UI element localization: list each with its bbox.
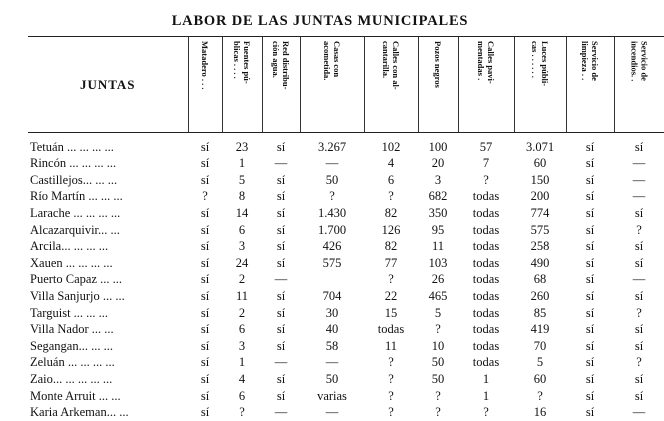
table-row (28, 288, 664, 305)
table-cell: 4 (238, 372, 246, 387)
table-cell: 575 (322, 255, 342, 270)
table-cell: sí (200, 388, 210, 403)
table-cell: 11 (235, 289, 249, 304)
column-header-line: Calles pavi- (486, 41, 496, 84)
junta-name: Arcila... ... ... ... (30, 239, 109, 254)
table-cell: todas (472, 322, 500, 337)
table-cell: sí (200, 322, 210, 337)
table-row (28, 238, 664, 255)
column-header-line: Red distribu- (281, 41, 291, 90)
table-cell: 50 (325, 172, 339, 187)
column-header (458, 37, 514, 133)
table-cell: sí (585, 272, 595, 287)
column-header-line: cantarilla. (381, 41, 391, 79)
junta-name: Segangan... ... ... (30, 338, 113, 353)
table-cell: 100 (428, 140, 448, 154)
table-cell: sí (585, 206, 595, 221)
table-cell: 5 (434, 305, 442, 320)
table-cell: — (274, 156, 288, 171)
table-cell: ? (388, 189, 394, 204)
table-cell: 24 (235, 255, 249, 270)
junta-name: Larache ... ... ... ... (30, 206, 121, 221)
table-cell: 16 (533, 405, 547, 420)
juntas-table (28, 36, 664, 421)
table-cell: 5 (238, 172, 246, 187)
table-cell: 350 (428, 206, 448, 221)
table-cell: sí (585, 172, 595, 187)
table-cell: 1 (482, 388, 490, 403)
table-cell: ? (388, 272, 394, 287)
table-cell: 6 (387, 172, 395, 187)
junta-name: Tetuán ... ... ... ... (30, 140, 114, 154)
table-cell: todas (377, 322, 405, 337)
table-cell: 82 (384, 239, 398, 254)
table-cell: ? (239, 405, 245, 420)
table-cell: todas (472, 355, 500, 370)
table-cell: sí (634, 322, 644, 337)
table-cell: todas (472, 189, 500, 204)
table-cell: sí (634, 388, 644, 403)
table-cell: sí (276, 222, 286, 237)
table-cell: sí (276, 189, 286, 204)
table-cell: sí (200, 355, 210, 370)
column-header (364, 37, 418, 133)
table-cell: 150 (530, 172, 550, 187)
table-cell: 3 (238, 338, 246, 353)
table-cell: 85 (533, 305, 547, 320)
junta-name: Zeluán ... ... ... ... (30, 355, 115, 370)
table-cell: sí (276, 255, 286, 270)
table-cell: 1 (238, 156, 246, 171)
table-cell: — (325, 156, 339, 171)
column-header-line: blicas . . . . (232, 41, 242, 79)
table-cell: 6 (238, 222, 246, 237)
table-cell: 2 (238, 272, 246, 287)
column-header-line: Servicio de (639, 41, 650, 81)
table-cell: sí (634, 289, 644, 304)
table-cell: sí (585, 405, 595, 420)
column-header-line: ción agua. (271, 41, 281, 78)
table-cell: 126 (381, 222, 401, 237)
table-cell: 260 (530, 289, 550, 304)
table-cell: 7 (482, 156, 490, 171)
table-cell: sí (585, 140, 595, 154)
table-cell: 6 (238, 322, 246, 337)
table-cell: 23 (235, 140, 249, 154)
table-cell: — (325, 355, 339, 370)
table-cell: 1 (482, 372, 490, 387)
table-cell: ? (329, 189, 335, 204)
table-cell: sí (276, 140, 286, 154)
table-cell: todas (472, 206, 500, 221)
junta-name: Puerto Capaz ... ... (30, 272, 122, 287)
table-row (28, 338, 664, 355)
table-cell: 60 (533, 372, 547, 387)
table-cell: sí (200, 140, 210, 154)
table-cell: sí (585, 222, 595, 237)
table-cell: 200 (530, 189, 550, 204)
table-cell: 57 (479, 140, 493, 154)
table-cell: 575 (530, 222, 550, 237)
table-cell: 103 (428, 255, 448, 270)
column-header-line: cas . . . . . . (530, 41, 540, 78)
table-cell: 704 (322, 289, 342, 304)
table-cell: 6 (238, 388, 246, 403)
table-cell: 40 (325, 322, 339, 337)
table-row (28, 371, 664, 388)
table-cell: 14 (235, 206, 249, 221)
table-cell: 11 (431, 239, 445, 254)
table-cell: 26 (431, 272, 445, 287)
column-header (188, 37, 222, 133)
table-cell: ? (388, 405, 394, 420)
column-header-line: Matadero . . . (200, 41, 210, 90)
table-cell: ? (636, 355, 642, 370)
junta-name: Zaio... ... ... ... ... (30, 372, 113, 387)
table-cell: 682 (428, 189, 448, 204)
table-cell: — (274, 405, 288, 420)
table-cell: 426 (322, 239, 342, 254)
table-cell: todas (472, 338, 500, 353)
table-cell: 5 (536, 355, 544, 370)
column-header-line: Servicio de (590, 41, 600, 81)
table-row (28, 155, 664, 172)
table-cell: 68 (533, 272, 547, 287)
junta-name: Castillejos... ... ... (30, 172, 118, 187)
table-cell: sí (634, 255, 644, 270)
table-cell: todas (472, 305, 500, 320)
table-cell: sí (585, 388, 595, 403)
table-cell: 11 (384, 338, 398, 353)
table-row (28, 188, 664, 205)
table-cell: — (325, 405, 339, 420)
table-cell: 15 (384, 305, 398, 320)
juntas-header: JUNTAS (28, 37, 188, 133)
table-row (28, 133, 664, 156)
table-cell: sí (585, 239, 595, 254)
table-row (28, 354, 664, 371)
table-cell: ? (388, 372, 394, 387)
table-cell: ? (636, 222, 642, 237)
table-cell: sí (276, 322, 286, 337)
table-cell: ? (435, 388, 441, 403)
column-header (418, 37, 458, 133)
table-cell: todas (472, 272, 500, 287)
table-cell: sí (585, 156, 595, 171)
table-cell: sí (276, 172, 286, 187)
table-cell: sí (276, 338, 286, 353)
table-row (28, 255, 664, 272)
table-cell: sí (200, 372, 210, 387)
table-cell: — (632, 156, 646, 171)
table-row (28, 404, 664, 421)
junta-name: Villa Sanjurjo ... ... (30, 289, 125, 304)
table-row (28, 172, 664, 189)
table-cell: ? (388, 355, 394, 370)
column-header (300, 37, 364, 133)
table-cell: 3.267 (317, 140, 347, 154)
table-cell: 50 (431, 372, 445, 387)
junta-name: Monte Arruit ... ... (30, 388, 121, 403)
table-cell: 2 (238, 305, 246, 320)
table-cell: sí (585, 355, 595, 370)
table-cell: 20 (431, 156, 445, 171)
table-cell: 1 (238, 355, 246, 370)
table-row (28, 321, 664, 338)
table-cell: 4 (387, 156, 395, 171)
table-cell: 465 (428, 289, 448, 304)
column-header-line: Pozos negros (433, 41, 443, 88)
table-cell: 95 (431, 222, 445, 237)
table-cell: — (632, 172, 646, 187)
table-cell: sí (634, 338, 644, 353)
table-row (28, 387, 664, 404)
table-cell: sí (276, 289, 286, 304)
column-header-line: mentadas . (476, 41, 486, 81)
table-cell: 490 (530, 255, 550, 270)
table-cell: ? (435, 405, 441, 420)
table-cell: 70 (533, 338, 547, 353)
table-cell: 58 (325, 338, 339, 353)
table-cell: sí (585, 338, 595, 353)
table-cell: sí (276, 372, 286, 387)
table-cell: 77 (384, 255, 398, 270)
table-cell: sí (585, 372, 595, 387)
table-cell: 258 (530, 239, 550, 254)
table-body (28, 133, 664, 421)
table-row (28, 221, 664, 238)
table-cell: sí (200, 305, 210, 320)
table-cell (300, 271, 364, 288)
table-cell: — (632, 405, 646, 420)
table-cell: 3 (238, 239, 246, 254)
table-cell: sí (200, 289, 210, 304)
column-header-line: acometida. (322, 41, 332, 81)
table-cell: ? (388, 388, 394, 403)
table-cell: sí (200, 405, 210, 420)
table-cell: todas (472, 239, 500, 254)
table-cell: sí (634, 372, 644, 387)
table-cell: sí (585, 255, 595, 270)
table-cell: sí (634, 140, 644, 154)
table-cell: 774 (530, 206, 550, 221)
table-cell: sí (585, 322, 595, 337)
table-cell: sí (200, 255, 210, 270)
table-cell: todas (472, 222, 500, 237)
table-cell: 10 (431, 338, 445, 353)
junta-name: Targuist ... ... ... (30, 305, 109, 320)
table-cell: 8 (238, 189, 246, 204)
table-cell: — (632, 272, 646, 287)
column-header-line: limpieza . . (580, 41, 590, 81)
table-cell: todas (472, 289, 500, 304)
table-cell: sí (200, 222, 210, 237)
column-header-line: incendios. . (629, 41, 640, 82)
table-cell: 50 (431, 355, 445, 370)
table-cell: sí (585, 289, 595, 304)
table-cell: ? (435, 322, 441, 337)
column-header (566, 37, 614, 133)
table-cell: ? (483, 172, 489, 187)
column-header-line: Luces públi- (540, 41, 550, 87)
table-cell: sí (585, 189, 595, 204)
column-header (514, 37, 566, 133)
table-cell: 3 (434, 172, 442, 187)
table-cell: ? (537, 388, 543, 403)
table-cell: todas (472, 255, 500, 270)
junta-name: Rincón ... ... ... ... (30, 156, 117, 171)
table-row (28, 205, 664, 222)
page-title: LABOR DE LAS JUNTAS MUNICIPALES (171, 13, 469, 29)
table-cell: 102 (381, 140, 401, 154)
column-header (222, 37, 262, 133)
table-cell: sí (200, 172, 210, 187)
table-cell: sí (200, 156, 210, 171)
table-cell: 3.071 (525, 140, 555, 154)
table-cell: 30 (325, 305, 339, 320)
table-cell: sí (276, 206, 286, 221)
column-header-line: Fuentes pú- (242, 41, 252, 84)
table-cell: ? (202, 189, 208, 204)
table-cell: sí (276, 239, 286, 254)
table-cell: 50 (325, 372, 339, 387)
table-cell: — (274, 272, 288, 287)
table-cell: — (632, 189, 646, 204)
table-cell: sí (585, 305, 595, 320)
table-cell: 82 (384, 206, 398, 221)
table-cell: 60 (533, 156, 547, 171)
table-cell: — (274, 355, 288, 370)
table-row (28, 271, 664, 288)
table-row (28, 304, 664, 321)
junta-name: Río Martín ... ... ... (30, 189, 123, 204)
table-cell: sí (200, 239, 210, 254)
column-header-line: Casas con (332, 41, 342, 78)
column-header-line: Calles con al- (391, 41, 401, 90)
junta-name: Villa Nador ... ... (30, 322, 114, 337)
junta-name: Xauen ... ... ... ... (30, 255, 113, 270)
header-row (28, 37, 664, 133)
table-cell: ? (483, 405, 489, 420)
junta-name: Alcazarquivir... ... (30, 222, 120, 237)
column-header (262, 37, 300, 133)
table-cell: sí (200, 272, 210, 287)
table-cell: ? (636, 305, 642, 320)
table-cell: sí (276, 305, 286, 320)
table-cell: 419 (530, 322, 550, 337)
table-cell: 22 (384, 289, 398, 304)
table-cell: sí (200, 206, 210, 221)
junta-name: Karia Arkeman... ... (30, 405, 129, 420)
table-cell: varias (317, 388, 347, 403)
table-cell: 1.700 (317, 222, 347, 237)
column-header (614, 37, 664, 133)
table-cell: sí (200, 338, 210, 353)
table-cell: sí (634, 239, 644, 254)
table-cell: sí (634, 206, 644, 221)
table-cell: sí (276, 388, 286, 403)
table-cell: 1.430 (317, 206, 347, 221)
